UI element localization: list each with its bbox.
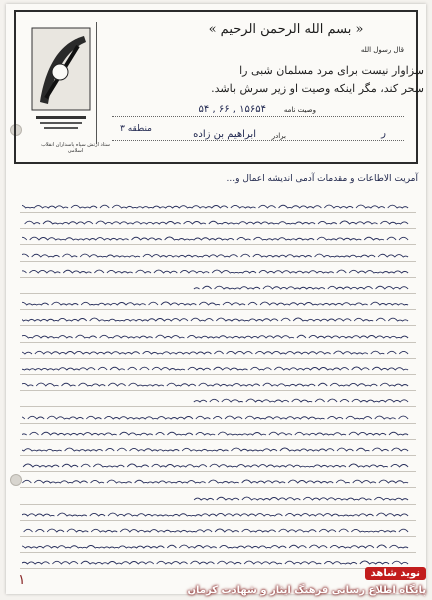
- handwriting-line: [22, 382, 412, 390]
- ruled-line: [20, 390, 416, 391]
- handwriting-line: [22, 204, 412, 212]
- site-watermark: پایگاه اطلاع رسانی فرهنگ ایثار و شهادت کرمان: [187, 585, 426, 596]
- handwriting-line: [22, 544, 412, 552]
- ruled-line: [20, 520, 416, 521]
- emblem-caption: ستاد ارتش سپاه پاسداران انقلاب اسلامی: [41, 142, 110, 154]
- opening-line: آمریت الاطاعات و مقدمات آدمی اندیشه اعمال و...: [226, 174, 418, 184]
- handwriting-line: [22, 512, 412, 520]
- ruled-line: [20, 244, 416, 245]
- handwriting-line: [22, 269, 412, 277]
- ruled-line: [20, 406, 416, 407]
- punch-hole: [10, 474, 22, 486]
- ruled-line: [20, 487, 416, 488]
- handwriting-line: [22, 463, 412, 471]
- handwriting-line: [22, 253, 412, 261]
- handwriting-line: [22, 528, 412, 536]
- ruled-line: [20, 325, 416, 326]
- handwriting-line: [22, 479, 412, 487]
- handwriting-line: [22, 285, 412, 293]
- ruled-line: [20, 342, 416, 343]
- will-number: ۱۵۶۵۴ , ۶۶ , ۵۴: [198, 104, 266, 115]
- handwriting-line: [22, 236, 412, 244]
- ruled-line: [20, 374, 416, 375]
- ruled-line: [20, 309, 416, 310]
- ruled-line: [20, 471, 416, 472]
- handwriting-line: [22, 431, 412, 439]
- handwriting-line: [22, 366, 412, 374]
- ruled-line: [20, 504, 416, 505]
- ruled-line: [20, 423, 416, 424]
- handwriting-line: [22, 560, 412, 568]
- brand-badge: نوید شاهد: [365, 567, 426, 580]
- ruled-line: [20, 293, 416, 294]
- ruled-line: [20, 261, 416, 262]
- ruled-line: [20, 552, 416, 553]
- ruled-line: [20, 439, 416, 440]
- letterhead-box: [14, 10, 424, 164]
- hadith-line-2: سحر کند، مگر اینکه وصیت او زیر سرش باشد.: [211, 82, 424, 95]
- handwriting-line: [22, 301, 412, 309]
- ruled-line: [20, 212, 416, 213]
- page-number: ۱: [18, 572, 26, 588]
- hadith-line-1: سزاوار نیست برای مرد مسلمان شبی را: [239, 64, 424, 77]
- document-page: [6, 4, 426, 594]
- ruled-line: [20, 536, 416, 537]
- name-label: برادر: [271, 132, 286, 140]
- ruled-line: [20, 568, 416, 569]
- handwriting-line: [22, 398, 412, 406]
- ruled-line: [20, 277, 416, 278]
- handwriting-line: [22, 317, 412, 325]
- hadith-source: قال رسول الله: [360, 46, 404, 54]
- handwriting-line: [22, 350, 412, 358]
- emblem-logo: [26, 22, 97, 144]
- from-mark: ر: [381, 128, 386, 139]
- region-label: منطقه ۳: [120, 124, 153, 134]
- bismillah-heading: « بسم الله الرحمن الرحیم »: [208, 22, 364, 37]
- handwriting-line: [22, 334, 412, 342]
- handwriting-line: [22, 415, 412, 423]
- handwriting-line: [22, 496, 412, 504]
- name-value: ابراهیم بن زاده: [193, 129, 256, 140]
- name-line: [112, 140, 404, 141]
- ruled-line: [20, 228, 416, 229]
- handwriting-line: [22, 447, 412, 455]
- will-label: وصیت نامه: [283, 106, 316, 114]
- ruled-line: [20, 455, 416, 456]
- handwriting-line: [22, 220, 412, 228]
- ruled-line: [20, 358, 416, 359]
- will-number-line: [112, 116, 404, 117]
